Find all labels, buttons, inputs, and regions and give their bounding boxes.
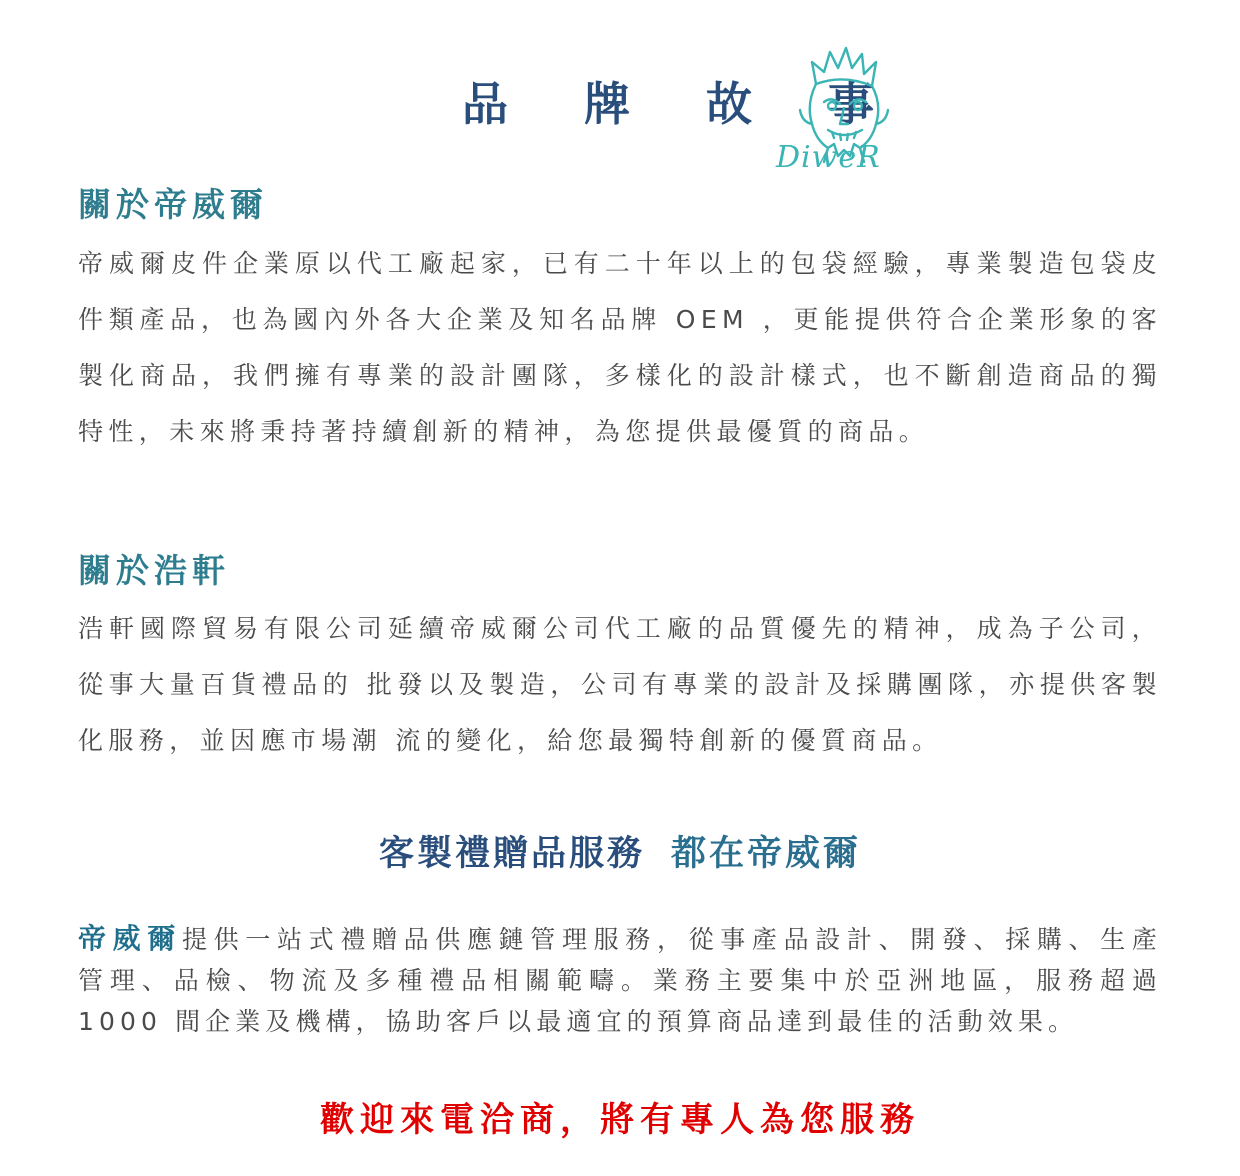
service-body-text: 提供一站式禮贈品供應鏈管理服務，從事產品設計、開發、採購、生產 管理、品檢、物流及多種禮品相關範疇。業務主要集中於亞洲地區，服務超過 1000 間企業及機構，協助客戶以最適宜的預算商品達到最佳的活動效果。 — [78, 925, 1193, 1036]
service-title-part2: 都在帝威爾 — [671, 834, 862, 874]
contact-call-to-action: 歡迎來電洽商，將有專人為您服務 — [320, 1100, 920, 1140]
section-body-haoxuan: 浩軒國際貿易有限公司延續帝威爾公司代工廠的品質優先的精神，成為子公司，從事大量百貨禮品的 批發以及製造，公司有專業的設計及採購團隊，亦提供客製化服務，並因應市場潮 流的變化，給您最獨特創新的優質商品。 — [78, 614, 1162, 755]
page-title: 品 牌 故 事 — [462, 77, 905, 131]
service-title — [0, 830, 1240, 878]
service-body — [78, 918, 1193, 1042]
section-heading-diwer: 關於帝威爾 — [78, 185, 268, 224]
service-title-part1: 客製禮贈品服務 — [378, 834, 645, 874]
page-header — [0, 44, 1240, 184]
section-body-diwer: 帝威爾皮件企業原以代工廠起家，已有二十年以上的包袋經驗，專業製造包袋皮件類產品，也為國內外各大企業及知名品牌 OEM ，更能提供符合企業形象的客製化商品，我們擁有專業的設計團隊，多樣化的設計樣式，也不斷創造商品的獨特性，未來將秉持著持續創新的精神，為您提供最優質的商品。 — [78, 249, 1162, 446]
section-heading-haoxuan: 關於浩軒 — [78, 551, 230, 590]
brand-logo-text: DiweR — [776, 140, 881, 175]
service-brand-name: 帝威爾 — [78, 922, 182, 955]
